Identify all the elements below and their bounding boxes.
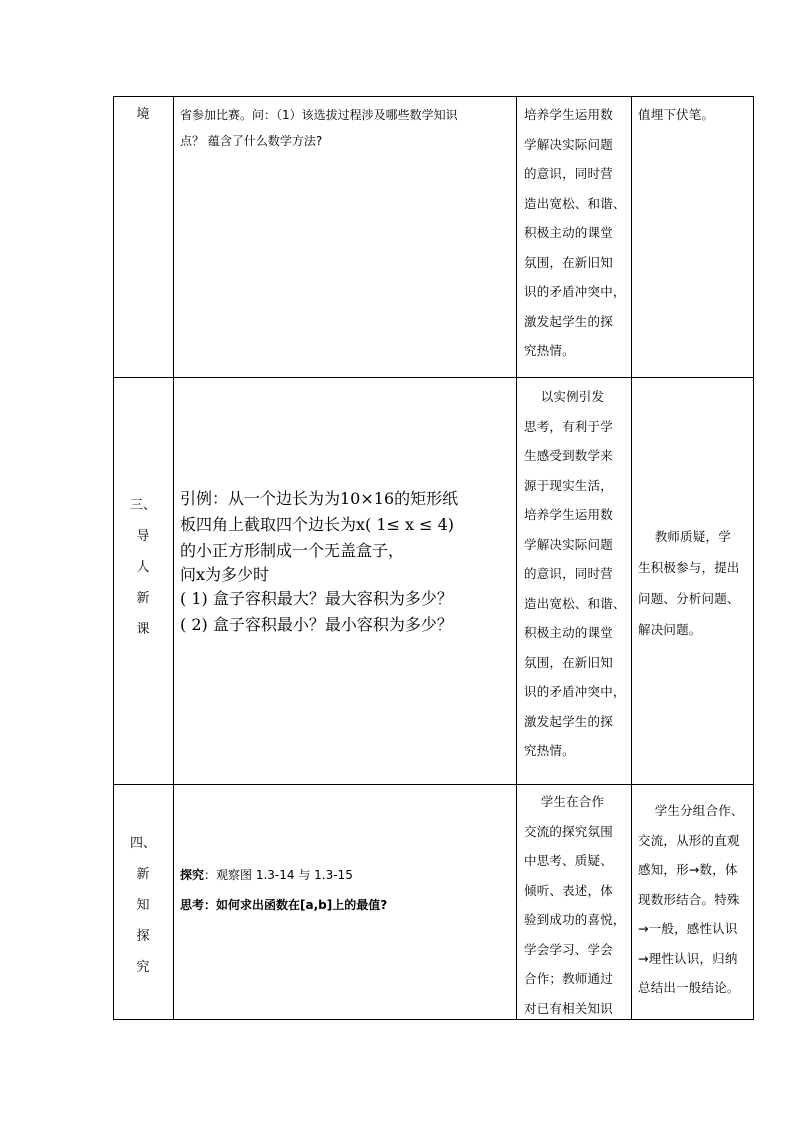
stage-char: 探 [136, 929, 150, 944]
activity-line: 问题、分析问题、 [638, 591, 740, 606]
problem-line: 的小正方形制成一个无盖盒子， [180, 541, 405, 560]
activity-line: 学生分组合作、 [638, 803, 744, 818]
table-col-divider-3 [631, 96, 632, 1020]
problem-line: 问x为多少时 [180, 565, 270, 584]
row1-design-intent [524, 100, 626, 366]
intent-line: 培养学生运用数 [524, 507, 613, 522]
table-col-divider-2 [516, 96, 517, 1020]
think-text: ：如何求出函数在[a,b]上的最值? [204, 898, 388, 912]
stage-char: 四、 [129, 836, 156, 851]
intent-line: 培养学生运用数 [524, 107, 613, 122]
intent-line: 生感受到数学来 [524, 448, 613, 463]
activity-line: →一般，感性认识 [638, 921, 738, 936]
activity-line: 值埋下伏笔。 [638, 107, 715, 122]
intent-line: 识的矛盾冲突中， [524, 684, 626, 699]
row2-activity [638, 521, 740, 645]
row2-stage-label [113, 490, 173, 645]
row3-content [180, 860, 387, 920]
intent-line: 积极主动的课堂 [524, 625, 613, 640]
activity-line: 交流，从形的直观 [638, 832, 740, 848]
stage-char: 人 [136, 560, 150, 575]
row3-design-intent [524, 787, 626, 1023]
table-border-top [113, 96, 754, 97]
intent-line: 究热情。 [524, 743, 575, 758]
activity-line: 生积极参与，提出 [638, 560, 740, 575]
activity-line: 教师质疑，学 [638, 529, 731, 544]
stage-char: 究 [136, 960, 150, 975]
row3-activity [638, 796, 744, 1003]
stage-char: 导 [136, 529, 150, 544]
stage-char: 知 [136, 898, 150, 913]
intent-line: 学解决实际问题 [524, 536, 613, 552]
intent-line: 造出宽松、和谐、 [524, 595, 626, 611]
intent-line: 交流的探究氛围 [524, 823, 613, 839]
intent-line: 学生在合作 [524, 794, 605, 809]
table-col-divider-1 [173, 96, 174, 1020]
stage-char: 境 [136, 107, 150, 122]
think-label: 思考 [180, 898, 205, 912]
intent-line: 对已有相关知识 [524, 1000, 613, 1016]
intent-line: 中思考、质疑、 [524, 853, 613, 868]
activity-line: 解决问题。 [638, 622, 702, 637]
problem-line: ( 2) 盒子容积最小？最小容积为多少？ [180, 615, 453, 634]
intent-line: 以实例引发 [524, 389, 605, 404]
activity-line: 感知，形→数，体 [638, 862, 738, 877]
row1-activity [638, 100, 714, 130]
intent-line: 倾听、表述，体 [524, 882, 613, 898]
row2-design-intent [524, 382, 626, 766]
row2-example-problem [180, 486, 458, 638]
think-line [180, 890, 387, 920]
intent-line: 积极主动的课堂 [524, 225, 613, 240]
table-border-bottom [113, 1019, 754, 1020]
explore-label: 探究 [180, 868, 205, 882]
intent-line: 究热情。 [524, 343, 575, 358]
intent-line: 验到成功的喜悦， [524, 912, 626, 927]
intent-line: 氛围，在新旧知 [524, 654, 613, 670]
stage-char: 课 [136, 622, 150, 637]
table-row-divider-1 [113, 377, 754, 378]
activity-line: →理性认识，归纳 [638, 950, 738, 966]
stage-char: 新 [136, 867, 150, 882]
stage-char: 新 [136, 591, 150, 606]
row3-stage-label [113, 828, 173, 983]
content-line: 省参加比赛。问：（1）该选拔过程涉及哪些数学知识 [180, 108, 458, 122]
explore-text: ：观察图 1.3-14 与 1.3-15 [204, 868, 353, 882]
intent-line: 造出宽松、和谐、 [524, 195, 626, 211]
activity-line: 现数形结合。特殊 [638, 891, 740, 907]
intent-line: 激发起学生的探 [524, 313, 613, 329]
table-row-divider-2 [113, 784, 754, 785]
intent-line: 的意识，同时营 [524, 166, 613, 181]
intent-line: 学会学习、学会 [524, 941, 613, 957]
intent-line: 识的矛盾冲突中， [524, 284, 626, 299]
intent-line: 氛围，在新旧知 [524, 254, 613, 270]
intent-line: 学解决实际问题 [524, 136, 613, 152]
problem-line: ( 1) 盒子容积最大？最大容积为多少？ [180, 589, 453, 608]
intent-line: 的意识，同时营 [524, 566, 613, 581]
intent-line: 合作；教师通过 [524, 971, 613, 986]
table-border-right [753, 96, 754, 1020]
stage-char: 三、 [129, 498, 156, 513]
row1-content [180, 102, 458, 154]
explore-line [180, 860, 387, 890]
problem-line: 引例：从一个边长为为10×16的矩形纸 [180, 489, 459, 508]
content-line: 点？ 蕴含了什么数学方法? [180, 134, 323, 148]
intent-line: 源于现实生活， [524, 477, 613, 493]
intent-line: 激发起学生的探 [524, 713, 613, 729]
activity-line: 总结出一般结论。 [638, 980, 740, 995]
intent-line: 思考，有利于学 [524, 418, 613, 434]
problem-line: 板四角上截取四个边长为x( 1≤ x ≤ 4) [180, 515, 455, 534]
row1-stage-label [113, 101, 173, 129]
